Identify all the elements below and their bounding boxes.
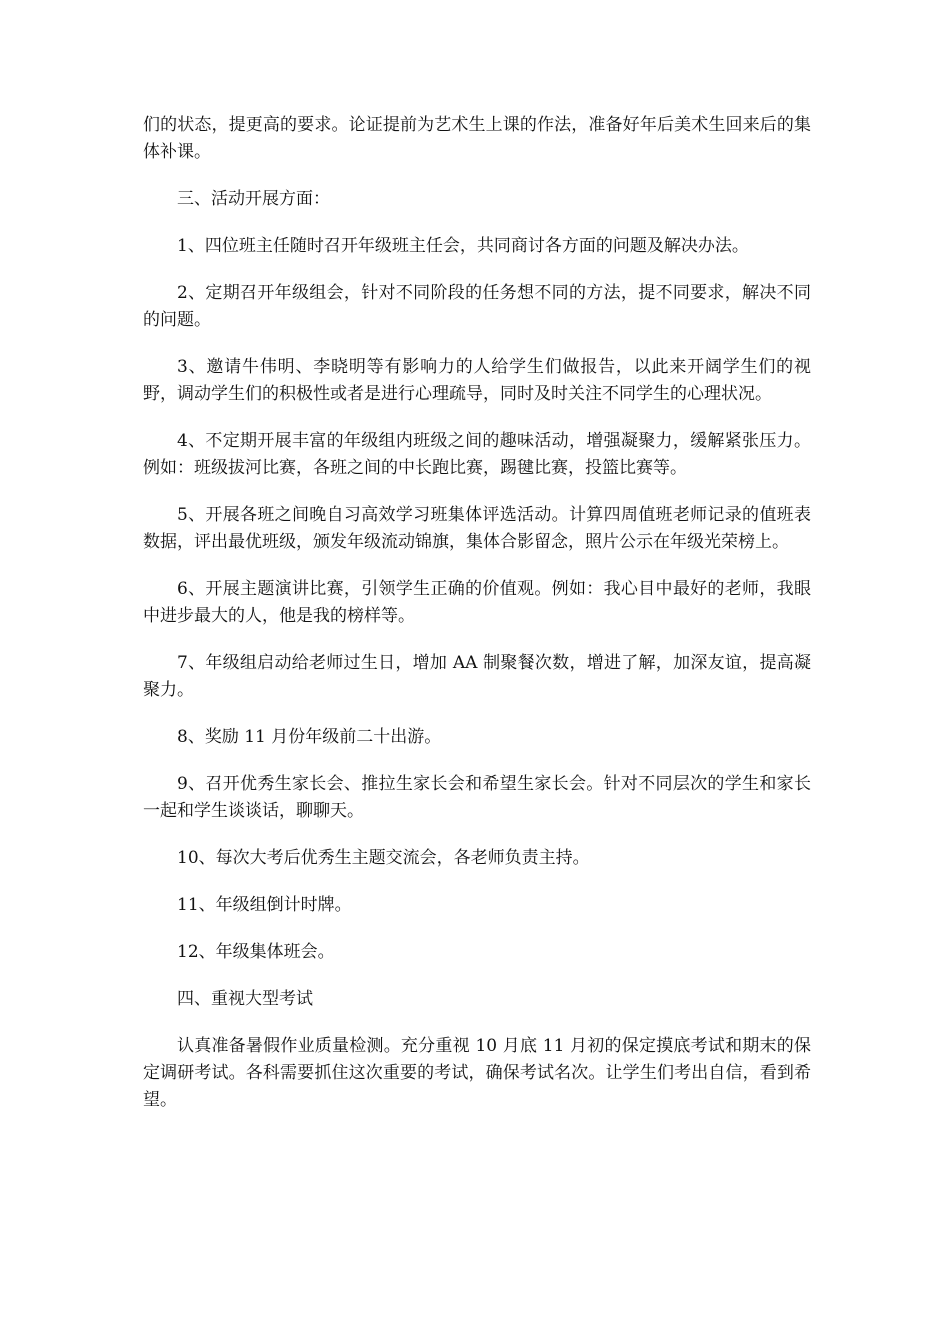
list-item-9: 9、召开优秀生家长会、推拉生家长会和希望生家长会。针对不同层次的学生和家长一起和学生谈谈话，聊聊天。 — [143, 774, 811, 821]
list-item-1: 1、四位班主任随时召开年级班主任会，共同商讨各方面的问题及解决办法。 — [177, 236, 749, 256]
list-item-10: 10、每次大考后优秀生主题交流会，各老师负责主持。 — [177, 848, 590, 868]
list-item-11: 11、年级组倒计时牌。 — [177, 895, 352, 915]
list-item-12: 12、年级集体班会。 — [177, 942, 335, 962]
list-item-5: 5、开展各班之间晚自习高效学习班集体评选活动。计算四周值班老师记录的值班表数据，评出最优班级，颁发年级流动锦旗，集体合影留念，照片公示在年级光荣榜上。 — [143, 505, 811, 552]
section-heading-exams: 四、重视大型考试 — [177, 989, 313, 1009]
list-item-2: 2、定期召开年级组会，针对不同阶段的任务想不同的方法，提不同要求，解决不同的问题。 — [143, 283, 811, 330]
list-item-8: 8、奖励 11 月份年级前二十出游。 — [177, 727, 442, 747]
list-item-3: 3、邀请牛伟明、李晓明等有影响力的人给学生们做报告，以此来开阔学生们的视野，调动学生们的积极性或者是进行心理疏导，同时及时关注不同学生的心理状况。 — [143, 357, 811, 404]
list-item-6: 6、开展主题演讲比赛，引领学生正确的价值观。例如：我心目中最好的老师，我眼中进步最大的人，他是我的榜样等。 — [143, 579, 811, 626]
paragraph-exams: 认真准备暑假作业质量检测。充分重视 10 月底 11 月初的保定摸底考试和期末的保定调研考试。各科需要抓住这次重要的考试，确保考试名次。让学生们考出自信，看到希望。 — [143, 1036, 811, 1110]
list-item-7: 7、年级组启动给老师过生日，增加 AA 制聚餐次数，增进了解，加深友谊，提高凝聚力。 — [143, 653, 811, 700]
document-body — [143, 112, 811, 1134]
section-heading-activities: 三、活动开展方面： — [177, 189, 330, 209]
list-item-4: 4、不定期开展丰富的年级组内班级之间的趣味活动，增强凝聚力，缓解紧张压力。例如：班级拔河比赛，各班之间的中长跑比赛，踢毽比赛，投篮比赛等。 — [143, 431, 811, 478]
paragraph-continuation: 们的状态，提更高的要求。论证提前为艺术生上课的作法，准备好年后美术生回来后的集体补课。 — [143, 115, 811, 162]
